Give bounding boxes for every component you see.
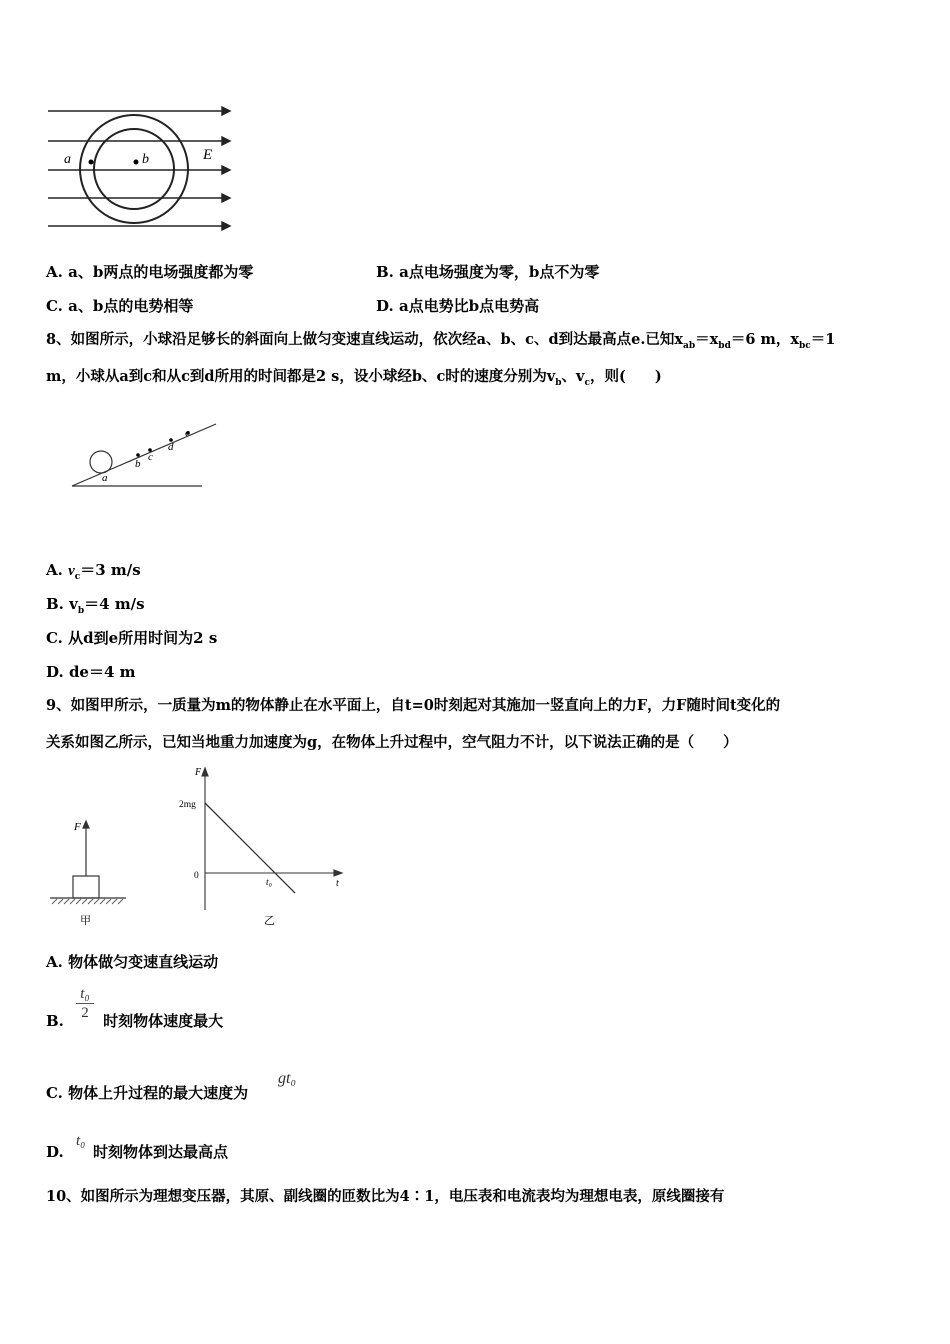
q8-option-a[interactable]: A. $v_c=3$ m/s — [46, 561, 141, 582]
q9-option-d[interactable]: D. 时刻物体到达最高点 — [46, 1143, 228, 1161]
q9-option-b[interactable]: B. 时刻物体速度最大 — [46, 1012, 224, 1030]
q8-option-d[interactable]: D. de＝4 m — [46, 663, 136, 681]
q8-label-a: a — [102, 472, 108, 484]
q9-yi-origin-label: 0 — [194, 871, 199, 881]
q9-yi-2mg-label: 2mg — [179, 800, 196, 810]
q9-option-a[interactable]: A. 物体做匀变速直线运动 — [46, 953, 219, 971]
q8-incline-figure — [66, 412, 226, 497]
q8-label-c: c — [148, 451, 153, 463]
q9-jia-F-label: F — [74, 821, 81, 833]
q8-option-c[interactable]: C. 从d到e所用时间为2 s — [46, 629, 218, 647]
q8-label-e: e — [185, 427, 190, 439]
q8-label-b: b — [135, 458, 141, 470]
q8-option-b[interactable]: B. $v_b=4$ m/s — [46, 595, 145, 616]
q9-stem-line2: 关系如图乙所示，已知当地重力加速度为g，在物体上升过程中，空气阻力不计，以下说法正确的是（ ） — [46, 734, 738, 751]
q9-option-c[interactable]: C. 物体上升过程的最大速度为 — [46, 1084, 249, 1102]
q7-label-b: b — [142, 152, 149, 167]
q8-stem-line1: 8、如图所示，小球沿足够长的斜面向上做匀变速直线运动，依次经a、b、c、d到达最高点e.已知$x_{ab}=x_{bd}=6$ m，$x_{bc}=1$ — [46, 331, 836, 351]
q7-option-a[interactable]: A. a、b两点的电场强度都为零 — [46, 263, 254, 281]
q7-label-E: E — [203, 147, 213, 163]
q7-option-b[interactable]: B. a点电场强度为零，b点不为零 — [376, 263, 600, 281]
q9-yi-t0-label: t₀ — [266, 878, 272, 888]
q9-fig-yi — [176, 762, 356, 932]
q9-yi-t-label: t — [336, 878, 339, 889]
q9-option-d-math: t₀ — [76, 1133, 86, 1149]
q7-electric-field-figure — [40, 100, 240, 240]
q9-fig-jia — [46, 812, 136, 927]
q8-stem-line2: m，小球从a到c和从c到d所用的时间都是2 s，设小球经b、c时的速度分别为$v_b$、$v_c$，则( ) — [46, 368, 662, 388]
q9-yi-caption: 乙 — [264, 915, 275, 927]
q9-yi-F-label: F — [195, 767, 202, 778]
q8-label-d: d — [168, 441, 174, 453]
q9-option-c-math: gt₀ — [278, 1070, 297, 1087]
q9-option-b-fraction: $\frac{\text{t₀}}{2}$ — [76, 985, 94, 1022]
q7-label-a: a — [64, 152, 71, 167]
q7-option-d[interactable]: D. a点电势比b点电势高 — [376, 297, 540, 315]
q9-jia-caption: 甲 — [80, 915, 91, 927]
q10-stem-line1: 10、如图所示为理想变压器，其原、副线圈的匝数比为4∶1，电压表和电流表均为理想电表，原线圈接有 — [46, 1188, 725, 1205]
q9-stem-line1: 9、如图甲所示，一质量为m的物体静止在水平面上，自t=0时刻起对其施加一竖直向上的力F，力F随时间t变化的 — [46, 697, 781, 714]
q7-option-c[interactable]: C. a、b点的电势相等 — [46, 297, 194, 315]
